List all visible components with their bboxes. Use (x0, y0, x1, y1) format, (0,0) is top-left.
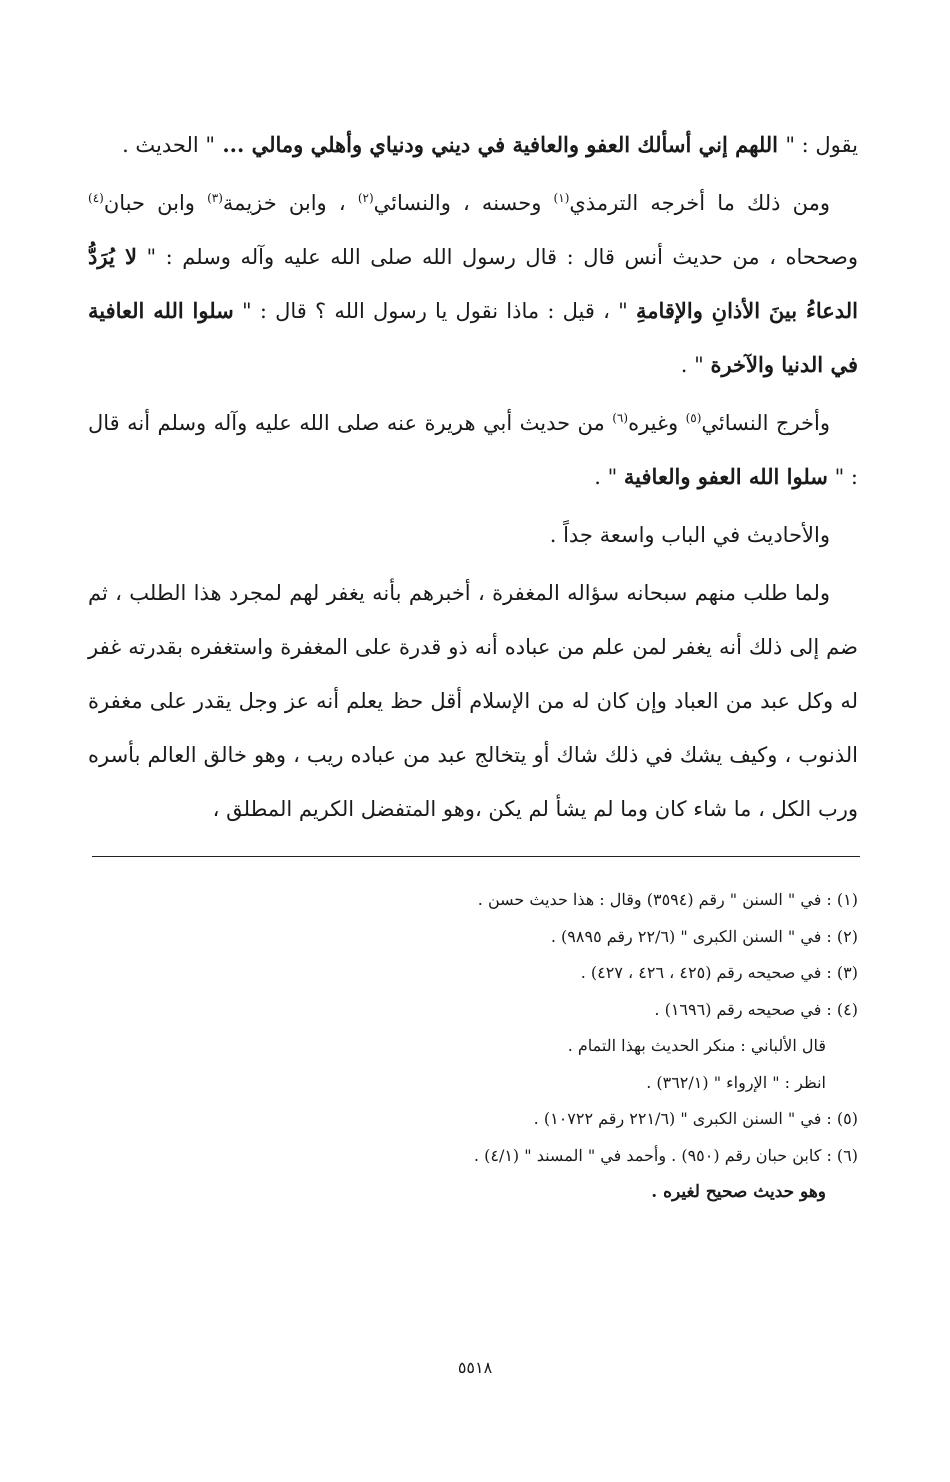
hadith-quote: اللهم إني أسألك العفو والعافية في ديني ودنياي وأهلي ومالي ... (215, 132, 786, 157)
footnote-6-grading: وهو حديث صحيح لغيره . (651, 1182, 826, 1202)
footnote-2: (٢) : في " السنن الكبرى " (٢٢/٦ رقم ٩٨٩٥) . (550, 926, 858, 946)
paragraph-2: ومن ذلك ما أخرجه الترمذي$^{(١)}$ وحسنه ، والنسائي$^{(٢)}$ ، وابن خزيمة$^{(٣)}$ وابن حبان$^{(٤)}$ وصححاه ، من حديث أنس قال : قال رسول الله صلى الله عليه وآله وسلم : " لا يُرَدُّ الدعاءُ بينَ الأذانِ والإقامةِ " ، قيل : ماذا نقول يا رسول الله ؟ قال : " سلوا الله العافية في الدنيا والآخرة " . (88, 191, 858, 377)
page-number: ٥٥١٨ (457, 1358, 493, 1377)
footnote-ref: (١) (553, 191, 570, 205)
footnote-5: (٥) : في " السنن الكبرى " (٢٢١/٦ رقم ١٠٧٢٢) . (533, 1109, 858, 1128)
paragraph-4: والأحاديث في الباب واسعة جداً . (549, 523, 830, 547)
footnote-ref: (٦) (612, 411, 629, 425)
main-text (88, 118, 858, 840)
footnote-4-note: قال الألباني : منكر الحديث بهذا التمام . (567, 1036, 826, 1055)
hadith-quote: لا يُرَدُّ الدعاءُ بينَ الأذانِ والإقامةِ (88, 244, 858, 323)
footnote-4: (٤) : في صحيحه رقم (١٦٩٦) . (654, 999, 858, 1019)
footnote-divider (92, 856, 860, 857)
footnote-1: (١) : في " السنن " رقم (٣٥٩٤) وقال : هذا حديث حسن . (477, 890, 858, 909)
footnote-ref: (٥) (685, 411, 702, 425)
hadith-quote: سلوا الله العفو والعافية (623, 464, 828, 489)
footnote-3: (٣) : في صحيحه رقم (٤٢٥ ، ٤٢٦ ، ٤٢٧) . (580, 963, 858, 982)
footnote-6: (٦) : كابن حبان رقم (٩٥٠) . وأحمد في " المسند " (٤/١) . (473, 1145, 858, 1165)
footnotes (88, 882, 858, 1211)
footnote-4-ref: انظر : " الإرواء " (٣٦٢/١) . (646, 1072, 826, 1092)
footnote-ref: (٣) (207, 191, 223, 205)
hadith-quote: سلوا الله العافية في الدنيا والآخرة (88, 298, 858, 377)
footnote-ref: (٢) (357, 191, 374, 205)
paragraph-5: ولما طلب منهم سبحانه سؤاله المغفرة ، أخبرهم بأنه يغفر لهم لمجرد هذا الطلب ، ثم ضم إلى ذلك أنه يغفر لمن علم من عباده أنه ذو قدرة على المغفرة واستغفره بقدرته غفر له وكل عبد من العباد وإن كان له من الإسلام أقل حظ يعلم أنه عز وجل يقدر على مغفرة الذنوب ، وكيف يشك في ذلك شاك أو يتخالج عبد من عباده ريب ، وهو خالق العالم بأسره ورب الكل ، ما شاء كان وما لم يشأ لم يكن ،وهو المتفضل الكريم المطلق ، (88, 581, 858, 821)
footnote-ref: (٤) (88, 191, 104, 205)
paragraph-1: يقول : " اللهم إني أسألك العفو والعافية في ديني ودنياي وأهلي ومالي ... " الحديث . (122, 132, 858, 157)
paragraph-3: وأخرج النسائي$^{(٥)}$ وغيره$^{(٦)}$ من حديث أبي هريرة عنه صلى الله عليه وآله وسلم أنه قال : " سلوا الله العفو والعافية " . (88, 411, 858, 489)
